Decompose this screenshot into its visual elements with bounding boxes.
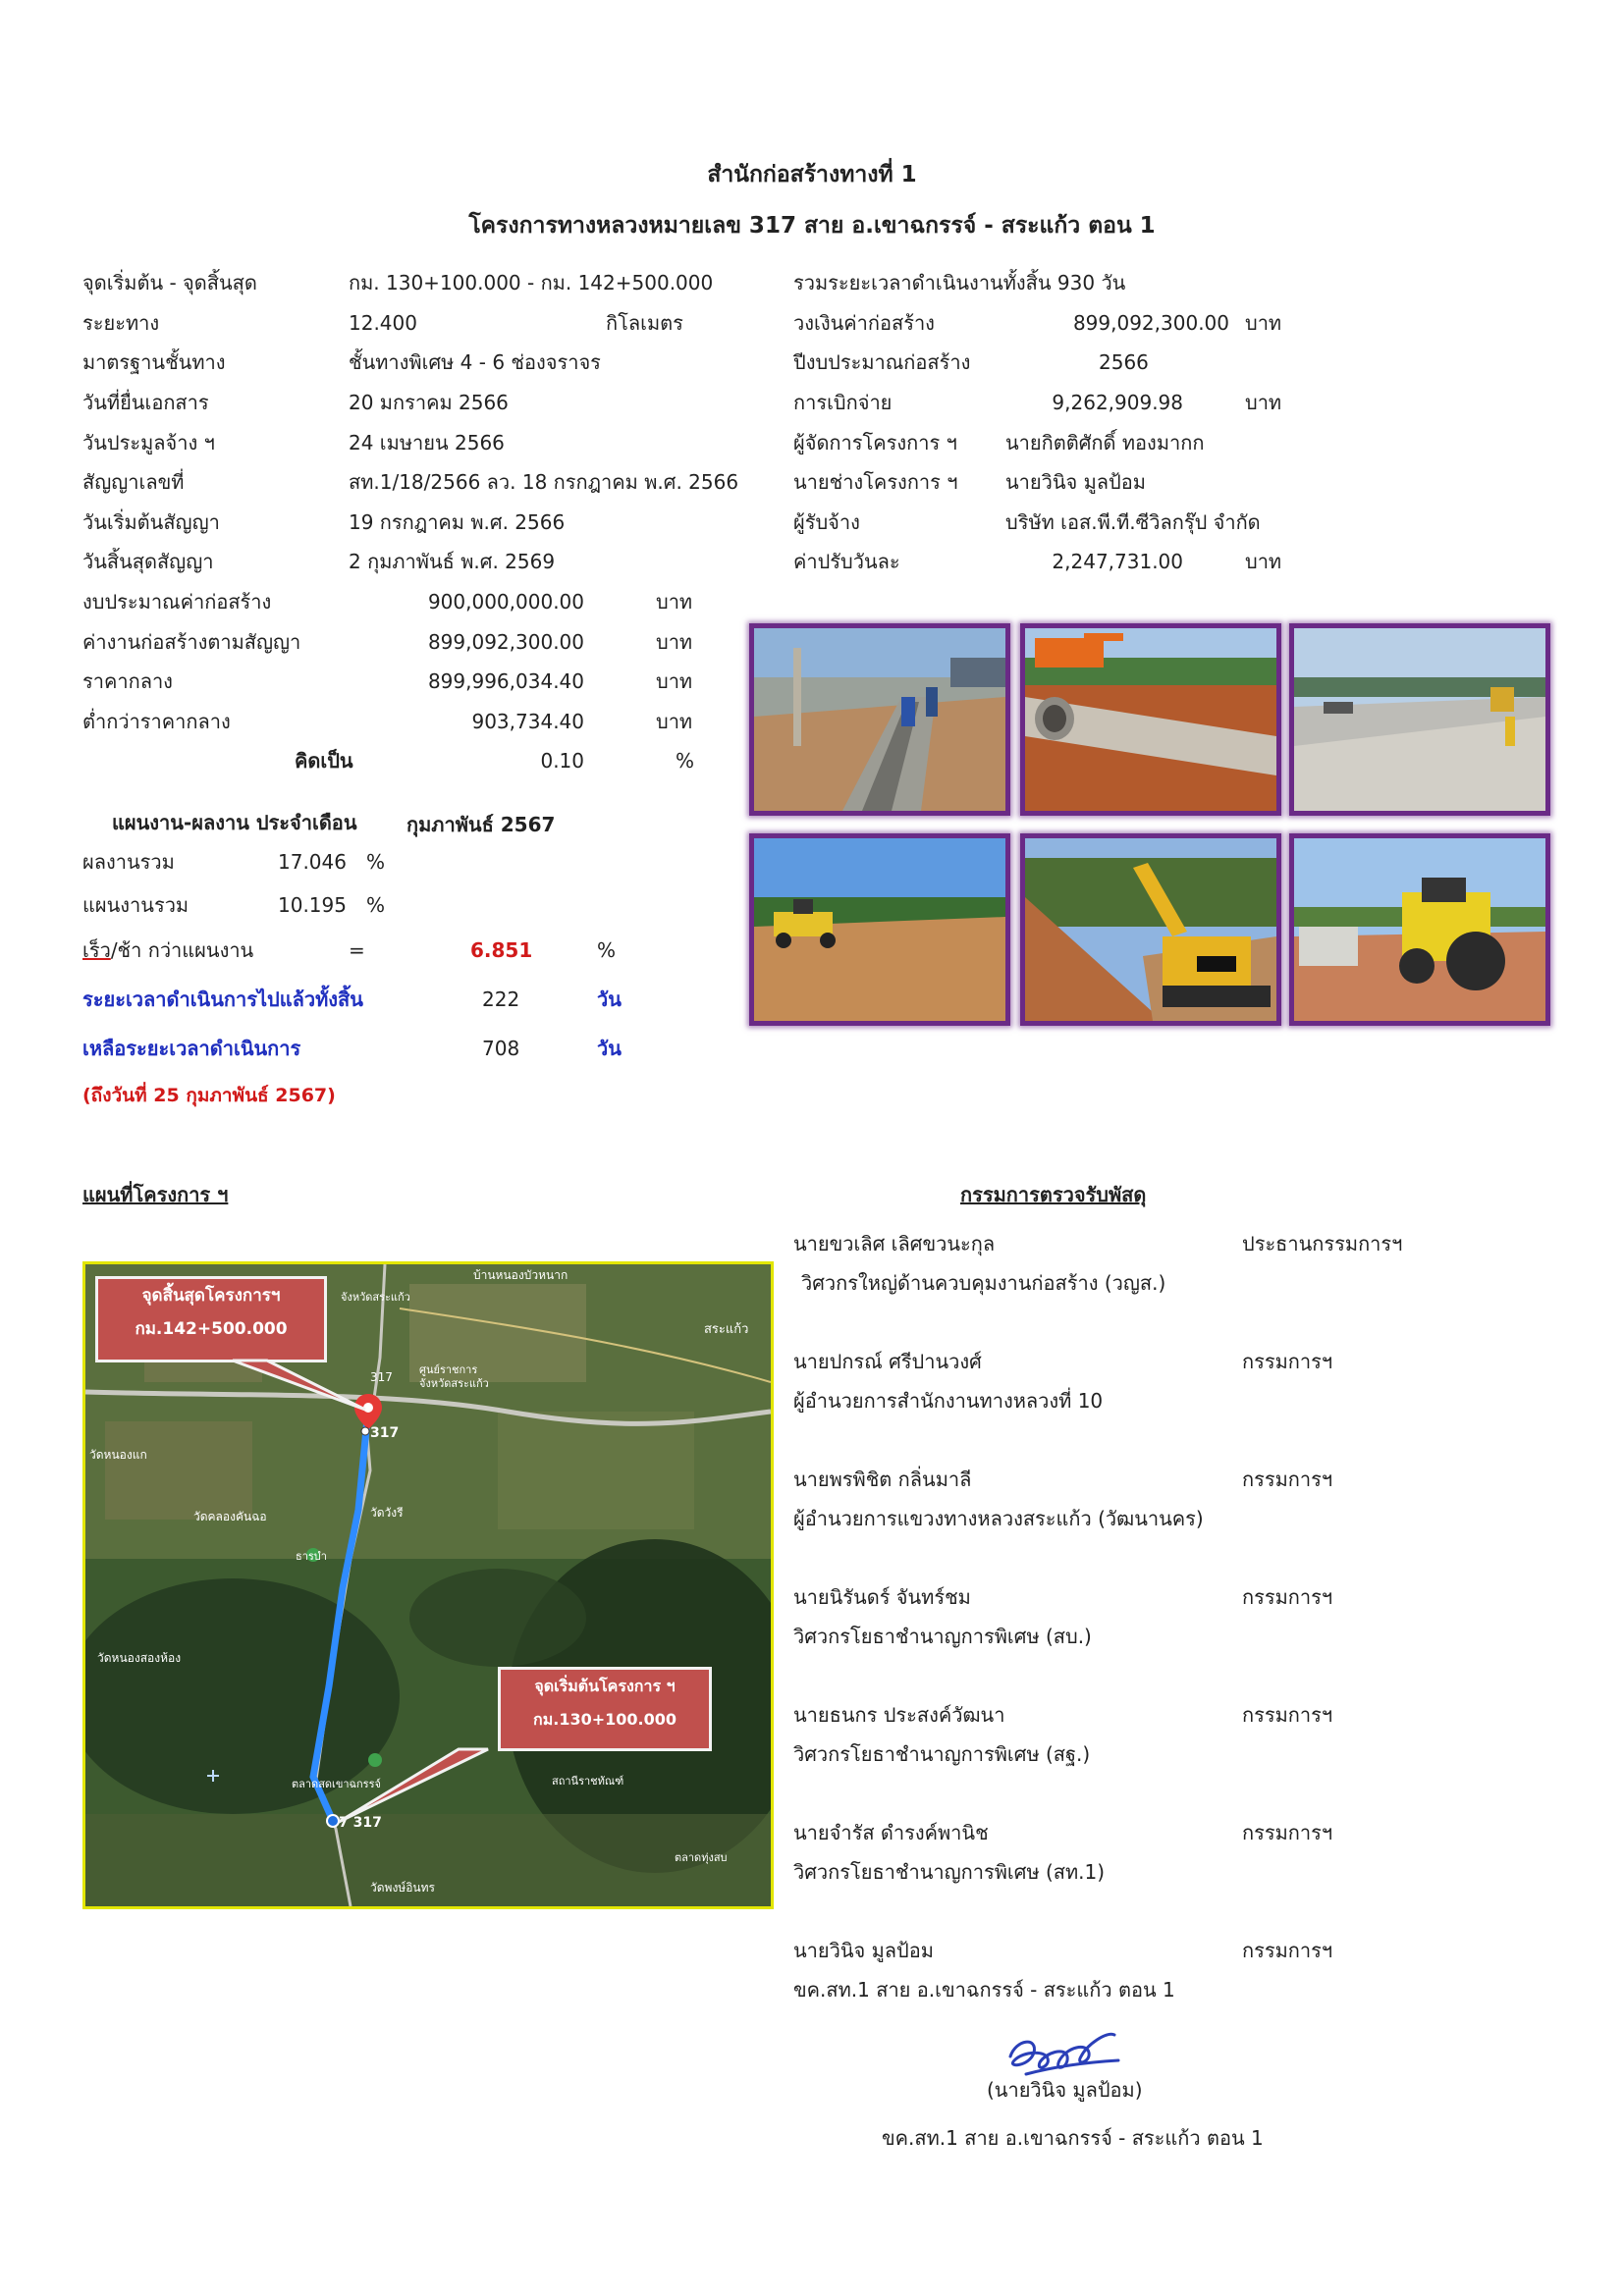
committee-title: วิศวกรโยธาชำนาญการพิเศษ (สฐ.)	[793, 1742, 1091, 1766]
budget-value: 900,000,000.00	[427, 590, 584, 614]
plan-label: แผนงานรวม	[82, 893, 189, 917]
info-label: วงเงินค่าก่อสร้าง	[793, 311, 935, 335]
committee-role: กรรมการฯ	[1242, 1585, 1333, 1609]
start-point-km: กม.130+100.000	[533, 1710, 677, 1729]
info-value: 2 กุมภาพันธ์ พ.ศ. 2569	[349, 550, 556, 573]
diff-equals: =	[349, 938, 365, 962]
map-label: วัดหนองแก	[89, 1448, 147, 1462]
map-label: ตลาดสดเขาฉกรรจ์	[292, 1778, 381, 1790]
progress-heading: แผนงาน-ผลงาน ประจำเดือน	[112, 811, 357, 834]
committee-title: วิศวกรโยธาชำนาญการพิเศษ (สท.1)	[793, 1860, 1106, 1884]
info-label: รวมระยะเวลาดำเนินงานทั้งสิ้น 930 วัน	[793, 271, 1126, 294]
budget-value: 0.10	[540, 749, 584, 773]
curb-construction-photo	[749, 623, 1010, 816]
actual-value: 17.046	[278, 850, 347, 874]
end-point-label: จุดสิ้นสุดโครงการฯ	[141, 1286, 281, 1306]
budget-label: ราคากลาง	[82, 669, 173, 693]
roller-compactor-photo	[1289, 833, 1550, 1026]
map-label: 317	[370, 1425, 400, 1441]
committee-role: กรรมการฯ	[1242, 1821, 1333, 1844]
info-value: บริษัท เอส.พี.ที.ซีวิลกรุ๊ป จำกัด	[1005, 510, 1261, 534]
budget-value: 903,734.40	[471, 710, 584, 733]
committee-role: กรรมการฯ	[1242, 1350, 1333, 1373]
committee-role: กรรมการฯ	[1242, 1468, 1333, 1491]
excavator-photo	[1020, 833, 1281, 1026]
info-label: การเบิกจ่าย	[793, 391, 893, 414]
actual-unit: %	[366, 850, 386, 874]
map-label: 317	[370, 1370, 393, 1384]
info-value: 9,262,909.98	[1052, 391, 1183, 414]
info-label: ค่าปรับวันละ	[793, 550, 900, 573]
committee-heading: กรรมการตรวจรับพัสดุ	[960, 1183, 1147, 1206]
elapsed-unit: วัน	[597, 988, 622, 1011]
budget-value: 899,092,300.00	[427, 630, 584, 654]
start-point-callout	[498, 1667, 712, 1751]
concrete-paving-image	[1294, 628, 1545, 811]
committee-name: นายวินิจ มูลป้อม	[793, 1939, 934, 1962]
elapsed-label: ระยะเวลาดำเนินการไปแล้วทั้งสิ้น	[82, 988, 363, 1011]
committee-name: นายธนกร ประสงค์วัฒนา	[793, 1703, 1005, 1727]
map-label: สถานีราชทัณฑ์	[552, 1775, 624, 1788]
grader-photo	[749, 833, 1010, 1026]
map-label: ตลาดทุ่งสบ	[675, 1851, 728, 1864]
info-label: จุดเริ่มต้น - จุดสิ้นสุด	[82, 271, 257, 294]
start-point-label: จุดเริ่มต้นโครงการ ฯ	[534, 1677, 676, 1695]
budget-unit: %	[676, 749, 695, 773]
committee-name: นายปกรณ์ ศรีปานวงศ์	[793, 1350, 982, 1373]
info-label: ระยะทาง	[82, 311, 160, 335]
info-value: สท.1/18/2566 ลว. 18 กรกฎาคม พ.ศ. 2566	[349, 470, 739, 494]
committee-role: กรรมการฯ	[1242, 1939, 1333, 1962]
info-label: วันสิ้นสุดสัญญา	[82, 550, 214, 573]
signer-position: ขค.สท.1 สาย อ.เขาฉกรรจ์ - สระแก้ว ตอน 1	[882, 2126, 1264, 2150]
grader-image	[754, 838, 1005, 1021]
info-value: 2,247,731.00	[1052, 550, 1183, 573]
budget-unit: บาท	[656, 669, 693, 693]
info-label: ปีงบประมาณก่อสร้าง	[793, 350, 971, 374]
committee-title: ผู้อำนวยการสำนักงานทางหลวงที่ 10	[793, 1389, 1104, 1413]
diff-label	[82, 938, 253, 962]
curb-construction-image	[754, 628, 1005, 811]
committee-role: ประธานกรรมการฯ	[1242, 1232, 1403, 1255]
map-label: วัดพงษ์อินทร	[370, 1881, 435, 1895]
map-label: ธารบำ	[296, 1550, 327, 1563]
end-point-km: กม.142+500.000	[135, 1319, 288, 1339]
as-of-date: (ถึงวันที่ 25 กุมภาพันธ์ 2567)	[82, 1085, 336, 1106]
remain-unit: วัน	[597, 1037, 622, 1060]
diff-label-rest: /ช้า กว่าแผนงาน	[110, 938, 254, 962]
remain-label: เหลือระยะเวลาดำเนินการ	[82, 1037, 301, 1060]
map-label: สระแก้ว	[704, 1322, 749, 1337]
map-label: จังหวัดสระแก้ว	[341, 1291, 410, 1304]
map-label: บ้านหนองบัวหนาก	[473, 1268, 568, 1282]
info-value: นายวินิจ มูลป้อม	[1005, 470, 1146, 494]
info-label: ผู้รับจ้าง	[793, 510, 860, 534]
map-label: จังหวัดสระแก้ว	[419, 1377, 489, 1390]
signer-name: (นายวินิจ มูลป้อม)	[987, 2078, 1143, 2102]
info-value: 24 เมษายน 2566	[349, 431, 505, 454]
diff-unit: %	[597, 938, 617, 962]
drainage-pipe-photo	[1020, 623, 1281, 816]
info-value: ชั้นทางพิเศษ 4 - 6 ช่องจราจร	[349, 350, 601, 374]
committee-title: ขค.สท.1 สาย อ.เขาฉกรรจ์ - สระแก้ว ตอน 1	[793, 1978, 1175, 2002]
office-title: สำนักก่อสร้างทางที่ 1	[707, 162, 917, 187]
project-map	[82, 1261, 774, 1909]
budget-label: ต่ำกว่าราคากลาง	[82, 710, 231, 733]
map-label: ศูนย์ราชการ	[419, 1363, 478, 1376]
info-unit: บาท	[1245, 391, 1282, 414]
committee-name: นายพรพิชิต กลิ่นมาลี	[793, 1468, 972, 1491]
budget-label: คิดเป็น	[295, 749, 353, 773]
map-label: วัดคลองคันฉอ	[193, 1510, 267, 1523]
info-label: วันที่ยื่นเอกสาร	[82, 391, 209, 414]
drainage-pipe-image	[1025, 628, 1276, 811]
info-unit: กิโลเมตร	[606, 311, 683, 335]
info-value: กม. 130+100.000 - กม. 142+500.000	[349, 271, 714, 294]
elapsed-value: 222	[482, 988, 520, 1011]
committee-role: กรรมการฯ	[1242, 1703, 1333, 1727]
actual-label: ผลงานรวม	[82, 850, 175, 874]
info-label: ผู้จัดการโครงการ ฯ	[793, 431, 957, 454]
committee-title: วิศวกรใหญ่ด้านควบคุมงานก่อสร้าง (วญส.)	[801, 1271, 1166, 1295]
info-value: 899,092,300.00	[1072, 311, 1229, 335]
committee-title: วิศวกรโยธาชำนาญการพิเศษ (สบ.)	[793, 1625, 1092, 1648]
callout-pointers	[85, 1264, 771, 1906]
budget-label: ค่างานก่อสร้างตามสัญญา	[82, 630, 301, 654]
info-label: วันประมูลจ้าง ฯ	[82, 431, 215, 454]
budget-unit: บาท	[656, 630, 693, 654]
info-value: 12.400	[349, 311, 417, 335]
diff-label-fast: เร็ว	[82, 938, 111, 962]
budget-label: งบประมาณค่าก่อสร้าง	[82, 590, 272, 614]
map-label: วัดวังรี	[370, 1506, 404, 1520]
excavator-image	[1025, 838, 1276, 1021]
budget-unit: บาท	[656, 590, 693, 614]
info-value: 20 มกราคม 2566	[349, 391, 509, 414]
handwritten-signature	[997, 2017, 1124, 2086]
map-label: วัดหนองสองห้อง	[97, 1651, 182, 1665]
remain-value: 708	[482, 1037, 520, 1060]
plan-unit: %	[366, 893, 386, 917]
info-value: 19 กรกฎาคม พ.ศ. 2566	[349, 510, 566, 534]
plan-value: 10.195	[278, 893, 347, 917]
budget-unit: บาท	[656, 710, 693, 733]
budget-value: 899,996,034.40	[427, 669, 584, 693]
info-unit: บาท	[1245, 550, 1282, 573]
progress-month: กุมภาพันธ์ 2567	[406, 813, 556, 836]
info-label: วันเริ่มต้นสัญญา	[82, 510, 220, 534]
committee-name: นายจำรัส ดำรงค์พานิช	[793, 1821, 989, 1844]
info-label: นายช่างโครงการ ฯ	[793, 470, 958, 494]
map-heading: แผนที่โครงการ ฯ	[82, 1183, 229, 1206]
committee-title: ผู้อำนวยการแขวงทางหลวงสระแก้ว (วัฒนานคร)	[793, 1507, 1204, 1530]
info-unit: บาท	[1245, 311, 1282, 335]
project-title: โครงการทางหลวงหมายเลข 317 สาย อ.เขาฉกรรจ์ - สระแก้ว ตอน 1	[468, 213, 1156, 239]
info-label: สัญญาเลขที่	[82, 470, 185, 494]
committee-name: นายขวเลิศ เลิศขวนะกุล	[793, 1232, 996, 1255]
concrete-paving-photo	[1289, 623, 1550, 816]
info-value: นายกิตติศักดิ์ ทองมากก	[1005, 431, 1205, 454]
info-value: 2566	[1099, 350, 1149, 374]
diff-value: 6.851	[470, 938, 533, 962]
info-label: มาตรฐานชั้นทาง	[82, 350, 226, 374]
map-label: 7 317	[339, 1815, 382, 1831]
roller-compactor-image	[1294, 838, 1545, 1021]
committee-name: นายนิรันดร์ จันทร์ชม	[793, 1585, 971, 1609]
